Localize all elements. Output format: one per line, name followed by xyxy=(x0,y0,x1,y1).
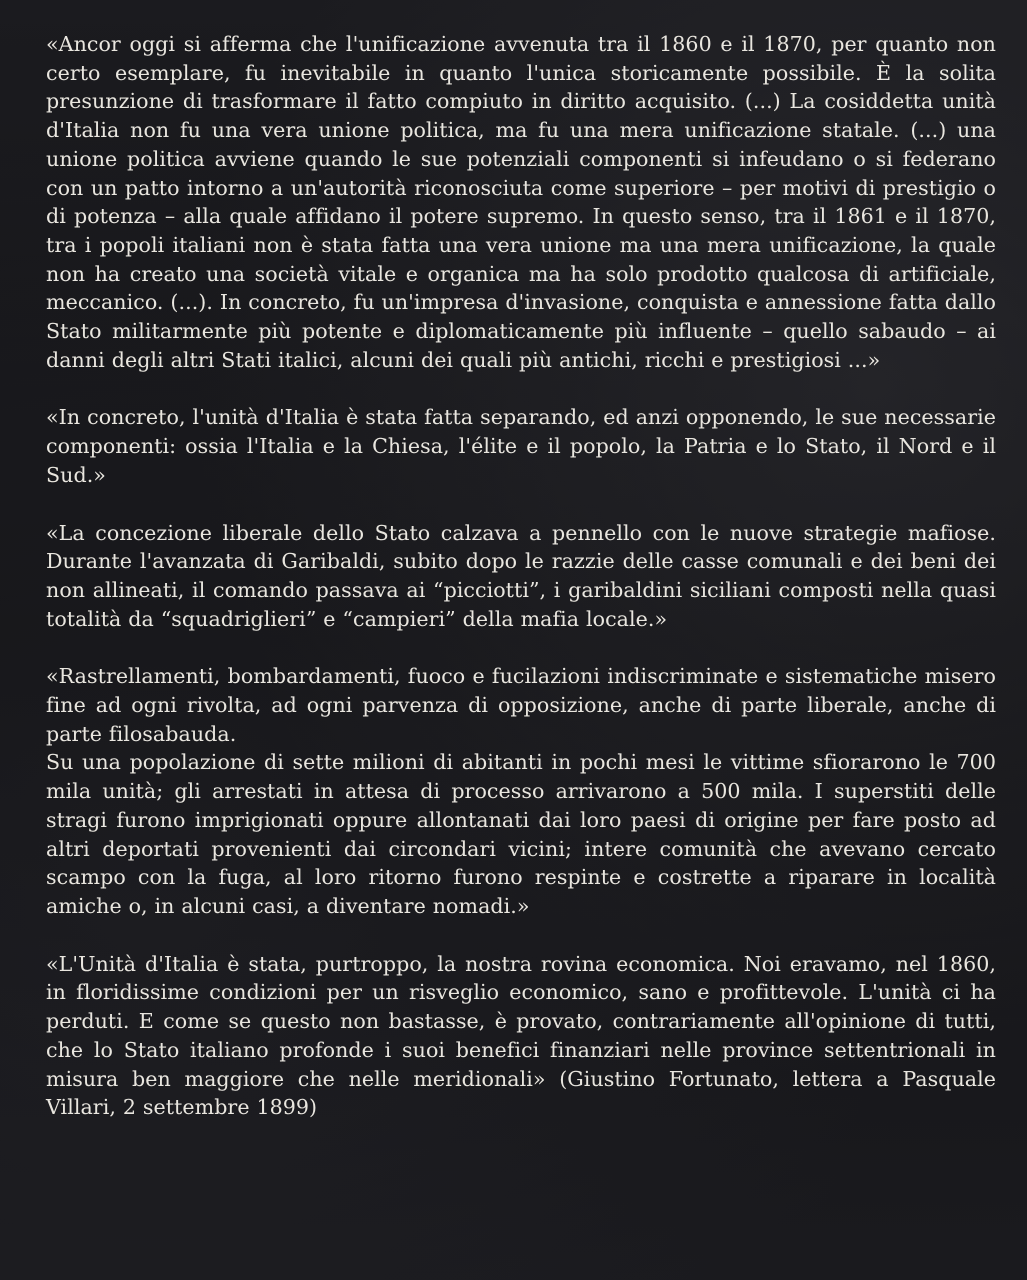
paragraph-spacer xyxy=(46,921,996,950)
paragraph-spacer xyxy=(46,633,996,662)
quote-paragraph-fortunato: «L'Unità d'Italia è stata, purtroppo, la nostra rovina economica. Noi eravamo, nel 1860, in floridissime condizioni per un risveglio economico, sano e profittevole. L'unità ci ha perduti. E come se questo non bastasse, è provato, contrariamente all'opinione di tutti, che lo Stato italiano profonde i suoi benefici finanziari nelle province settentrionali in misura ben maggiore che nelle meridionali» (Giustino Fortunato, lettera a Pasquale Villari, 2 settembre 1899) xyxy=(46,951,996,1120)
quote-paragraph-unification: «Ancor oggi si afferma che l'unificazione avvenuta tra il 1860 e il 1870, per quanto non certo esemplare, fu inevitabile in quanto l'unica storicamente possibile. È la solita presunzione di trasformare il fatto compiuto in diritto acquisito. (...) La cosiddetta unità d'Italia non fu una vera unione politica, ma fu una mera unificazione statale. (...) una unione politica avviene quando le sue potenziali componenti si infeudano o si federano con un patto intorno a un'autorità riconosciuta come superiore – per motivi di prestigio o di potenza – alla quale affidano il potere supremo. In questo senso, tra il 1861 e il 1870, tra i popoli italiani non è stata fatta una vera unione ma una mera unificazione, la quale non ha creato una società vitale e organica ma ha solo prodotto qualcosa di artificiale, meccanico. (...). In concreto, fu un'impresa d'invasione, conquista e annessione fatta dallo Stato militarmente più potente e diplomaticamente più influente – quello sabaudo – ai danni degli altri Stati italici, alcuni dei quali più antichi, ricchi e prestigiosi ...» xyxy=(46,32,996,372)
quote-paragraph-victims: Su una popolazione di sette milioni di abitanti in pochi mesi le vittime sfiorarono le 700 mila unità; gli arrestati in attesa di processo arrivarono a 500 mila. I superstiti delle stragi furono imprigionati oppure allontanati dai loro paesi di origine per fare posto ad altri deportati provenienti dai circondari vicini; intere comunità che avevano cercato scampo con la fuga, al loro ritorno furono respinte e costrette a riparare in località amiche o, in alcuni casi, a diventare nomadi.» xyxy=(46,750,996,918)
paragraph-spacer xyxy=(46,374,996,403)
quote-paragraph-separation: «In concreto, l'unità d'Italia è stata fatta separando, ed anzi opponendo, le sue necessarie componenti: ossia l'Italia e la Chiesa, l'élite e il popolo, la Patria e lo Stato, il Nord e il Sud.» xyxy=(46,405,996,487)
quote-paragraph-mafia: «La concezione liberale dello Stato calzava a pennello con le nuove strategie mafiose. Durante l'avanzata di Garibaldi, subito dopo le razzie delle casse comunali e dei beni dei non allineati, il comando passava ai “picciotti”, i garibaldini siciliani composti nella quasi totalità da “squadriglieri” e “campieri” della mafia locale.» xyxy=(46,520,996,631)
paragraph-spacer xyxy=(46,490,996,519)
quote-paragraph-repression: «Rastrellamenti, bombardamenti, fuoco e fucilazioni indiscriminate e sistematiche misero fine ad ogni rivolta, ad ogni parvenza di opposizione, anche di parte liberale, anche di parte filosabauda. xyxy=(46,664,996,746)
